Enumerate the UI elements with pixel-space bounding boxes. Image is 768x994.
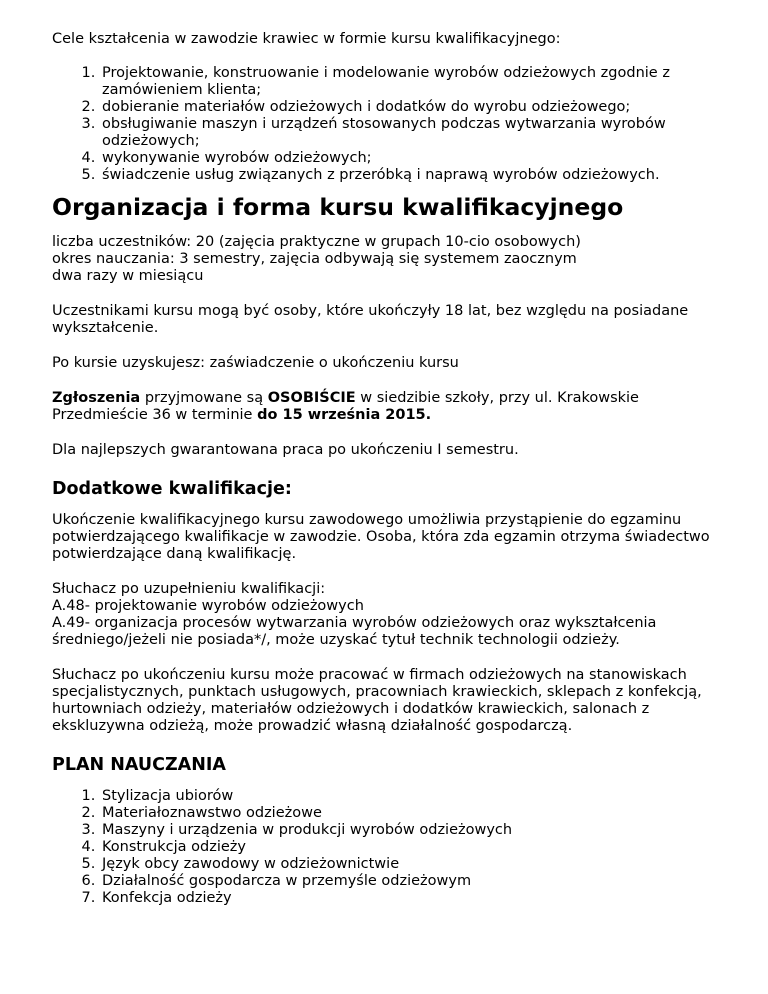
participants-requirements: Uczestnikami kursu mogą być osoby, które ukończyły 18 lat, bez względu na posiadane wykształcenie.: [52, 303, 689, 336]
applications-address: w siedzibie szkoły, przy ul. Krakowskie Przedmieście 36 w terminie: [52, 390, 639, 423]
plan-item: 2. Materiałoznawstwo odzieżowe: [100, 805, 738, 822]
qualification-a48: A.48- projektowanie wyrobów odzieżowych: [52, 598, 364, 614]
study-frequency: dwa razy w miesiącu: [52, 268, 204, 284]
goal-item: 1. Projektowanie, konstruowanie i modelowanie wyrobów odzieżowych zgodnie z zamówieniem klienta;: [100, 65, 738, 99]
applications-label: Zgłoszenia: [52, 390, 141, 406]
qualification-list: [52, 581, 738, 649]
plan-item: 3. Maszyny i urządzenia w produkcji wyrobów odzieżowych: [100, 822, 738, 839]
qualification-a49: A.49- organizacja procesów wytwarzania wyrobów odzieżowych oraz wykształcenia średniego/jeżeli nie posiada*/, może uzyskać tytuł technik technologii odzieży.: [52, 615, 657, 648]
organization-heading: Organizacja i forma kursu kwalifikacyjnego: [52, 193, 624, 221]
in-person-label: OSOBIŚCIE: [267, 390, 356, 406]
goal-item: 4. wykonywanie wyrobów odzieżowych;: [100, 150, 738, 167]
plan-item: 5. Język obcy zawodowy w odzieżownictwie: [100, 856, 738, 873]
plan-list: [52, 788, 738, 907]
goal-item: 3. obsługiwanie maszyn i urządzeń stosowanych podczas wytwarzania wyrobów odzieżowych;: [100, 116, 738, 150]
listener-intro: Słuchacz po uzupełnieniu kwalifikacji:: [52, 581, 326, 597]
applications-text: przyjmowane są: [140, 390, 268, 406]
course-details: [52, 234, 738, 285]
goal-item: 2. dobieranie materiałów odzieżowych i dodatków do wyrobu odzieżowego;: [100, 99, 738, 116]
certificate-info: Po kursie uzyskujesz: zaświadczenie o ukończeniu kursu: [52, 355, 459, 371]
job-guarantee: Dla najlepszych gwarantowana praca po ukończeniu I semestru.: [52, 442, 519, 458]
applications-deadline: do 15 września 2015.: [257, 407, 432, 423]
plan-item: 1. Stylizacja ubiorów: [100, 788, 738, 805]
plan-item: 7. Konfekcja odzieży: [100, 890, 738, 907]
plan-item: 6. Działalność gospodarcza w przemyśle odzieżowym: [100, 873, 738, 890]
goals-list: [52, 65, 738, 184]
participants-count: liczba uczestników: 20 (zajęcia praktyczne w grupach 10-cio osobowych): [52, 234, 581, 250]
goal-item: 5. świadczenie usług związanych z przeróbką i naprawą wyrobów odzieżowych.: [100, 167, 738, 184]
exam-info: Ukończenie kwalifikacyjnego kursu zawodowego umożliwia przystąpienie do egzaminu potwierdzającego kwalifikacje w zawodzie. Osoba, która zda egzamin otrzyma świadectwo potwierdzające daną kwalifikację.: [52, 512, 710, 562]
applications-info: [52, 390, 738, 424]
plan-heading: PLAN NAUCZANIA: [52, 755, 226, 775]
intro-text: Cele kształcenia w zawodzie krawiec w formie kursu kwalifikacyjnego:: [52, 31, 561, 47]
qualifications-heading: Dodatkowe kwalifikacje:: [52, 479, 292, 499]
career-info: Słuchacz po ukończeniu kursu może pracować w firmach odzieżowych na stanowiskach specjalistycznych, punktach usługowych, pracowniach krawieckich, sklepach z konfekcją, hurtowniach odzieży, materiałów odzieżowych i dodatków krawieckich, salonach z ekskluzywna odzieżą, może prowadzić własną działalność gospodarczą.: [52, 667, 702, 734]
study-period: okres nauczania: 3 semestry, zajęcia odbywają się systemem zaocznym: [52, 251, 577, 267]
plan-item: 4. Konstrukcja odzieży: [100, 839, 738, 856]
